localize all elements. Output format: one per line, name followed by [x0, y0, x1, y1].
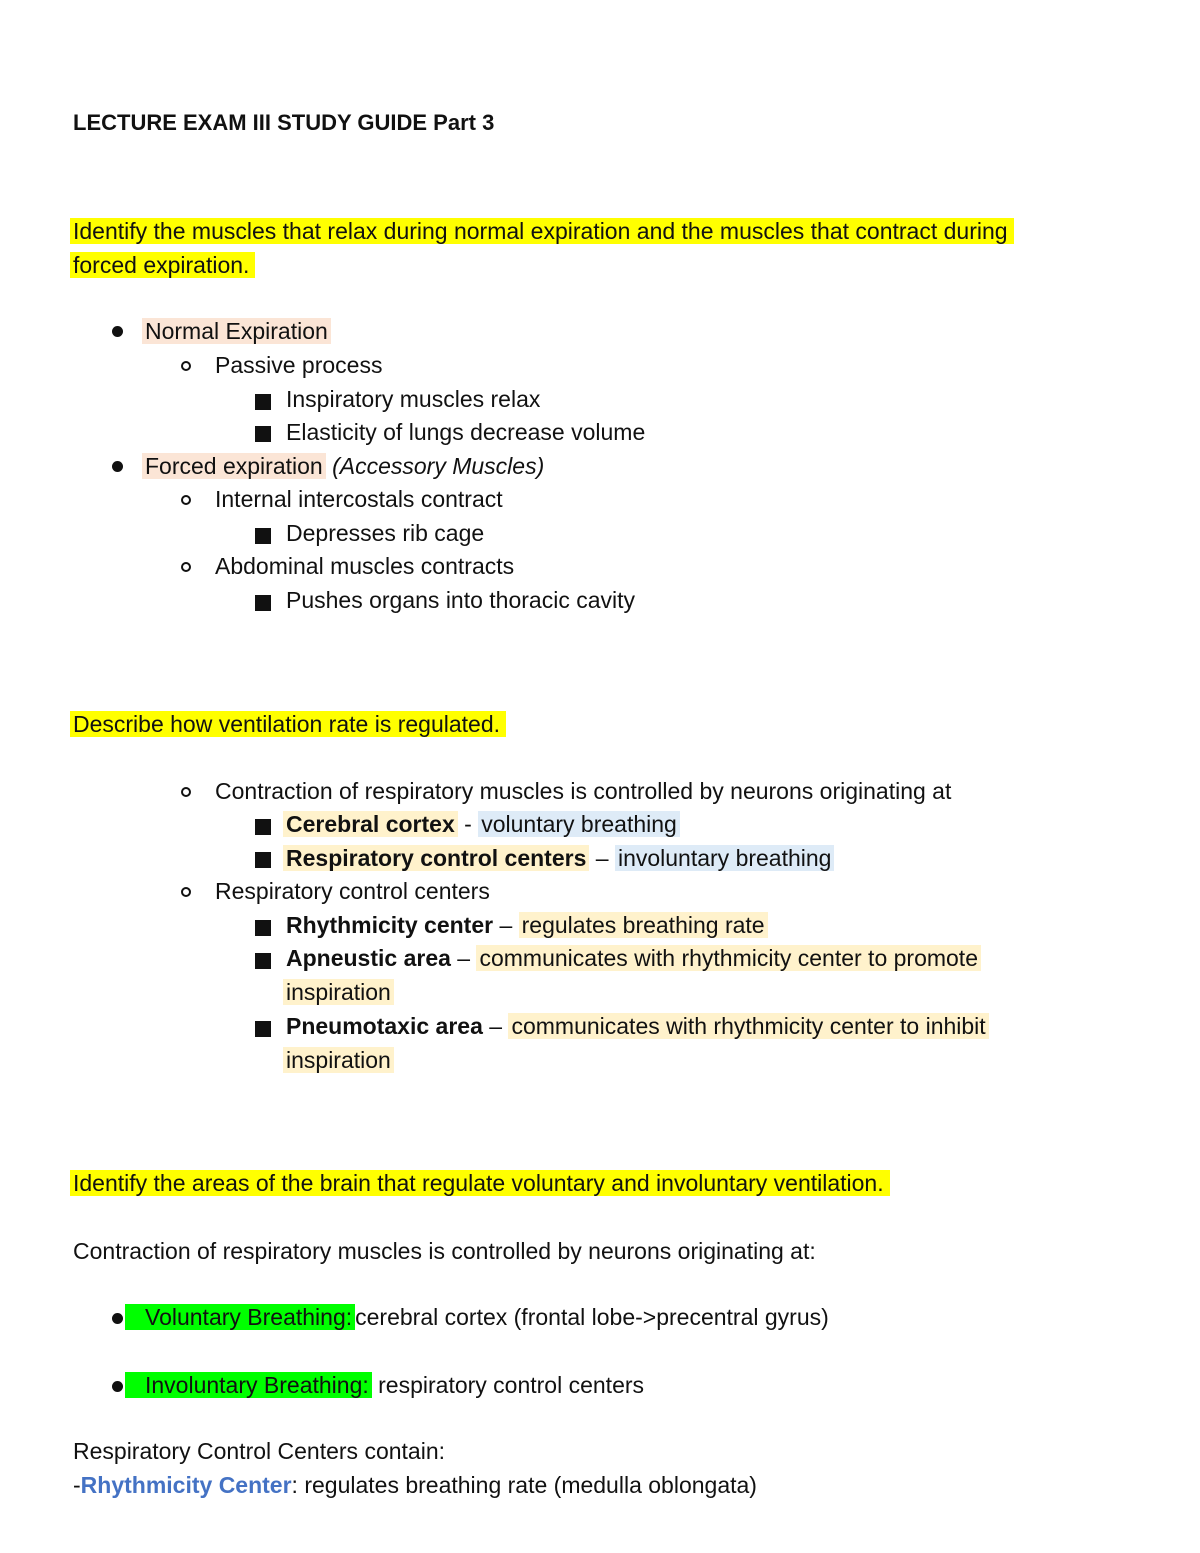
involuntary-label: Involuntary Breathing: — [125, 1372, 372, 1398]
cerebral-cortex-sep: - — [457, 811, 479, 837]
normal-expiration-label: Normal Expiration — [142, 318, 331, 344]
forced-expiration-item — [145, 449, 544, 483]
bullet-dot-icon — [112, 326, 123, 337]
bullet-circle-icon — [181, 887, 191, 897]
bullet-circle-icon — [181, 562, 191, 572]
section2-heading-text: Describe how ventilation rate is regulated. — [70, 711, 506, 737]
pneumotaxic-term: Pneumotaxic area — [286, 1013, 483, 1039]
page-title: LECTURE EXAM III STUDY GUIDE Part 3 — [73, 110, 495, 135]
apneustic-desc1: communicates with rhythmicity center to promote — [476, 945, 981, 971]
section2-heading — [73, 707, 506, 741]
contraction-controlled: Contraction of respiratory muscles is controlled by neurons originating at — [215, 778, 952, 804]
respiratory-centers-sep: – — [589, 845, 615, 871]
voluntary-desc: cerebral cortex (frontal lobe->precentral gyrus) — [355, 1304, 829, 1330]
pneumotaxic-sep: – — [482, 1013, 509, 1039]
voluntary-item — [125, 1300, 829, 1334]
bullet-dot-icon — [112, 1381, 123, 1392]
bullet-square-icon — [255, 595, 271, 611]
bullet-square-icon — [255, 426, 271, 442]
apneustic-desc2: inspiration — [283, 979, 394, 1005]
rhythmicity-sep: – — [493, 912, 519, 938]
section3-intro: Contraction of respiratory muscles is controlled by neurons originating at: — [73, 1238, 816, 1264]
bullet-dot-icon — [112, 461, 123, 472]
respiratory-centers-item — [286, 841, 834, 875]
section1-heading-line2 — [73, 248, 255, 282]
rhythmicity-center-term: Rhythmicity Center — [80, 1472, 292, 1498]
rhythmicity-center-line — [73, 1468, 757, 1502]
elasticity-lungs: Elasticity of lungs decrease volume — [286, 419, 646, 445]
involuntary-desc: respiratory control centers — [371, 1372, 645, 1398]
rhythmicity-center-desc: : regulates breathing rate (medulla oblongata) — [291, 1472, 757, 1498]
section1-heading-text1: Identify the muscles that relax during normal expiration and the muscles that contract during — [70, 218, 1014, 244]
pneumotaxic-desc1: communicates with rhythmicity center to inhibit — [508, 1013, 988, 1039]
cerebral-cortex-desc: voluntary breathing — [478, 811, 680, 837]
rhythmicity-term: Rhythmicity center — [286, 912, 494, 938]
accessory-muscles-note: (Accessory Muscles) — [332, 453, 545, 479]
centers-heading: Respiratory Control Centers contain: — [73, 1438, 445, 1464]
respiratory-centers-term: Respiratory control centers — [283, 845, 589, 871]
pushes-organs: Pushes organs into thoracic cavity — [286, 587, 636, 613]
section1-heading-line1 — [73, 214, 1014, 248]
bullet-square-icon — [255, 819, 271, 835]
bullet-square-icon — [255, 528, 271, 544]
apneustic-item — [286, 941, 981, 975]
section3-heading-text: Identify the areas of the brain that regulate voluntary and involuntary ventilation. — [70, 1170, 890, 1196]
bullet-circle-icon — [181, 495, 191, 505]
passive-process: Passive process — [215, 352, 383, 378]
inspiratory-relax: Inspiratory muscles relax — [286, 386, 541, 412]
section1-heading-text2: forced expiration. — [70, 252, 255, 278]
respiratory-centers-desc: involuntary breathing — [615, 845, 835, 871]
section3-heading — [73, 1166, 890, 1200]
cerebral-cortex-item — [286, 807, 680, 841]
forced-expiration-label: Forced expiration — [142, 453, 326, 479]
bullet-square-icon — [255, 1021, 271, 1037]
rhythmicity-prefix: - — [73, 1472, 81, 1498]
abdominal-muscles: Abdominal muscles contracts — [215, 553, 515, 579]
involuntary-item — [125, 1368, 644, 1402]
bullet-circle-icon — [181, 361, 191, 371]
pneumotaxic-item — [286, 1009, 989, 1043]
apneustic-sep: – — [450, 945, 477, 971]
bullet-circle-icon — [181, 787, 191, 797]
rhythmicity-item — [286, 908, 768, 942]
cerebral-cortex-term: Cerebral cortex — [283, 811, 458, 837]
bullet-square-icon — [255, 394, 271, 410]
depresses-rib-cage: Depresses rib cage — [286, 520, 485, 546]
pneumotaxic-desc2: inspiration — [283, 1047, 394, 1073]
bullet-square-icon — [255, 920, 271, 936]
bullet-square-icon — [255, 852, 271, 868]
apneustic-term: Apneustic area — [286, 945, 451, 971]
apneustic-item-cont — [286, 975, 394, 1009]
rhythmicity-desc: regulates breathing rate — [519, 912, 768, 938]
pneumotaxic-item-cont — [286, 1043, 394, 1077]
normal-expiration-item — [145, 314, 331, 348]
bullet-dot-icon — [112, 1313, 123, 1324]
internal-intercostals: Internal intercostals contract — [215, 486, 503, 512]
voluntary-label: Voluntary Breathing: — [125, 1304, 355, 1330]
bullet-square-icon — [255, 953, 271, 969]
respiratory-control-centers: Respiratory control centers — [215, 878, 490, 904]
